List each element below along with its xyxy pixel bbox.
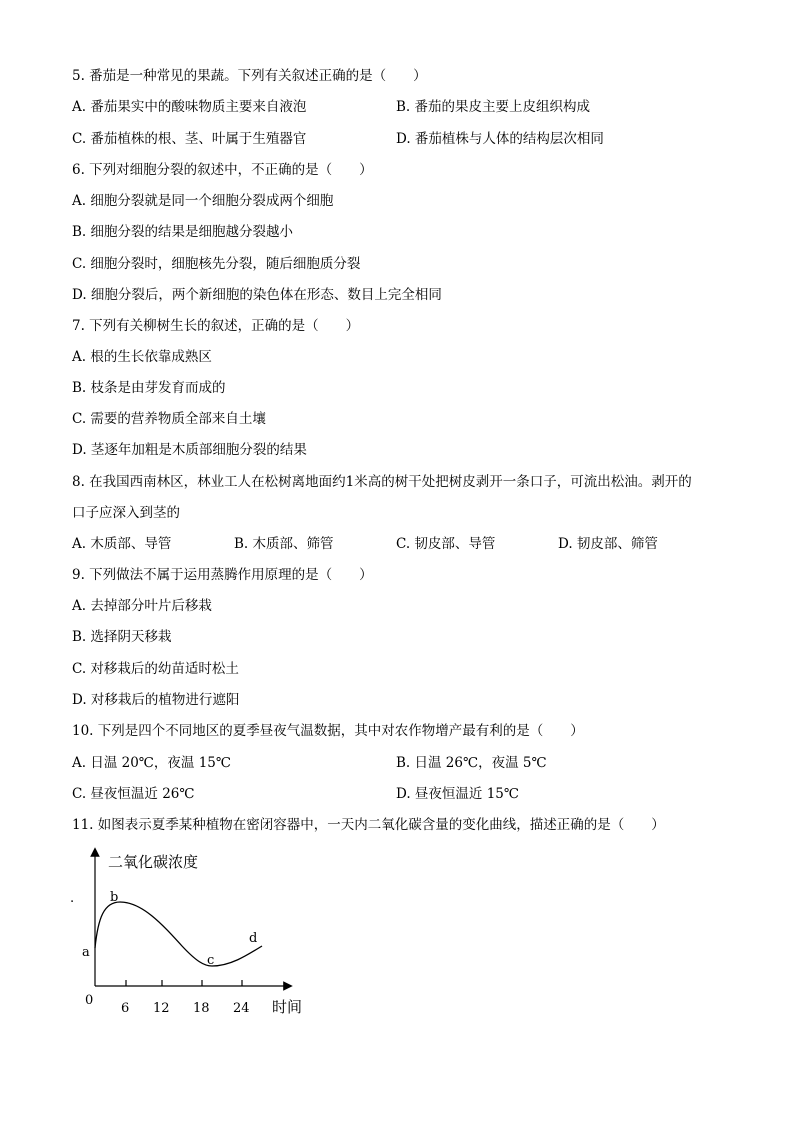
question-9-option-b: B. 选择阴天移栽 bbox=[72, 629, 172, 645]
stray-dot: . bbox=[70, 891, 75, 906]
point-label-d: d bbox=[249, 931, 258, 946]
question-7-option-c: C. 需要的营养物质全部来自土壤 bbox=[72, 411, 266, 427]
y-axis-label: 二氧化碳浓度 bbox=[108, 853, 199, 871]
question-5-option-c: C. 番茄植株的根、茎、叶属于生殖器官 bbox=[72, 131, 307, 147]
origin-label: 0 bbox=[85, 993, 94, 1008]
x-tick-label-24: 24 bbox=[233, 1001, 250, 1016]
question-10-option-c: C. 昼夜恒温近 26℃ bbox=[72, 786, 195, 802]
question-10-option-b: B. 日温 26℃，夜温 5℃ bbox=[396, 755, 547, 771]
question-6-option-d: D. 细胞分裂后，两个新细胞的染色体在形态、数目上完全相同 bbox=[72, 287, 442, 303]
x-tick-label-12: 12 bbox=[153, 1001, 170, 1016]
question-10-option-a: A. 日温 20℃，夜温 15℃ bbox=[72, 755, 231, 771]
question-9-stem: 9. 下列做法不属于运用蒸腾作用原理的是（ ） bbox=[72, 567, 373, 583]
question-9-option-d: D. 对移栽后的植物进行遮阳 bbox=[72, 692, 240, 708]
question-5-option-a: A. 番茄果实中的酸味物质主要来自液泡 bbox=[72, 99, 307, 115]
point-label-c: c bbox=[207, 953, 215, 968]
question-9-option-c: C. 对移栽后的幼苗适时松土 bbox=[72, 661, 239, 677]
question-11-stem: 11. 如图表示夏季某种植物在密闭容器中，一天内二氧化碳含量的变化曲线，描述正确的是（ ） bbox=[72, 817, 665, 833]
question-7-option-b: B. 枝条是由芽发育而成的 bbox=[72, 380, 226, 396]
question-8-option-a: A. 木质部、导管 bbox=[72, 536, 172, 552]
co2-curve-chart bbox=[62, 846, 322, 1026]
question-7-option-d: D. 茎逐年加粗是木质部细胞分裂的结果 bbox=[72, 442, 307, 458]
x-tick-label-6: 6 bbox=[121, 1001, 130, 1016]
x-tick-label-18: 18 bbox=[193, 1001, 210, 1016]
question-8-stem: 8. 在我国西南林区，林业工人在松树离地面约1米高的树干处把树皮剥开一条口子，可流出松油。剥开的 bbox=[72, 474, 692, 490]
question-5-stem: 5. 番茄是一种常见的果蔬。下列有关叙述正确的是（ ） bbox=[72, 68, 427, 84]
point-label-a: a bbox=[82, 945, 90, 960]
question-8-option-d: D. 韧皮部、筛管 bbox=[558, 536, 658, 552]
question-5-option-d: D. 番茄植株与人体的结构层次相同 bbox=[396, 131, 604, 147]
question-9-option-a: A. 去掉部分叶片后移栽 bbox=[72, 598, 212, 614]
question-10-option-d: D. 昼夜恒温近 15℃ bbox=[396, 786, 519, 802]
question-10-stem: 10. 下列是四个不同地区的夏季昼夜气温数据，其中对农作物增产最有利的是（ ） bbox=[72, 723, 584, 739]
co2-curve bbox=[95, 902, 262, 966]
question-8-stem-continued: 口子应深入到茎的 bbox=[72, 505, 180, 521]
question-7-stem: 7. 下列有关柳树生长的叙述，正确的是（ ） bbox=[72, 318, 360, 334]
question-5-option-b: B. 番茄的果皮主要上皮组织构成 bbox=[396, 99, 591, 115]
x-axis-label: 时间 bbox=[272, 998, 303, 1016]
question-7-option-a: A. 根的生长依靠成熟区 bbox=[72, 349, 212, 365]
question-6-option-c: C. 细胞分裂时，细胞核先分裂，随后细胞质分裂 bbox=[72, 256, 361, 272]
question-6-option-b: B. 细胞分裂的结果是细胞越分裂越小 bbox=[72, 224, 294, 240]
question-8-option-b: B. 木质部、筛管 bbox=[234, 536, 334, 552]
question-8-option-c: C. 韧皮部、导管 bbox=[396, 536, 496, 552]
question-6-option-a: A. 细胞分裂就是同一个细胞分裂成两个细胞 bbox=[72, 193, 334, 209]
point-label-b: b bbox=[110, 890, 119, 905]
question-6-stem: 6. 下列对细胞分裂的叙述中，不正确的是（ ） bbox=[72, 162, 373, 178]
